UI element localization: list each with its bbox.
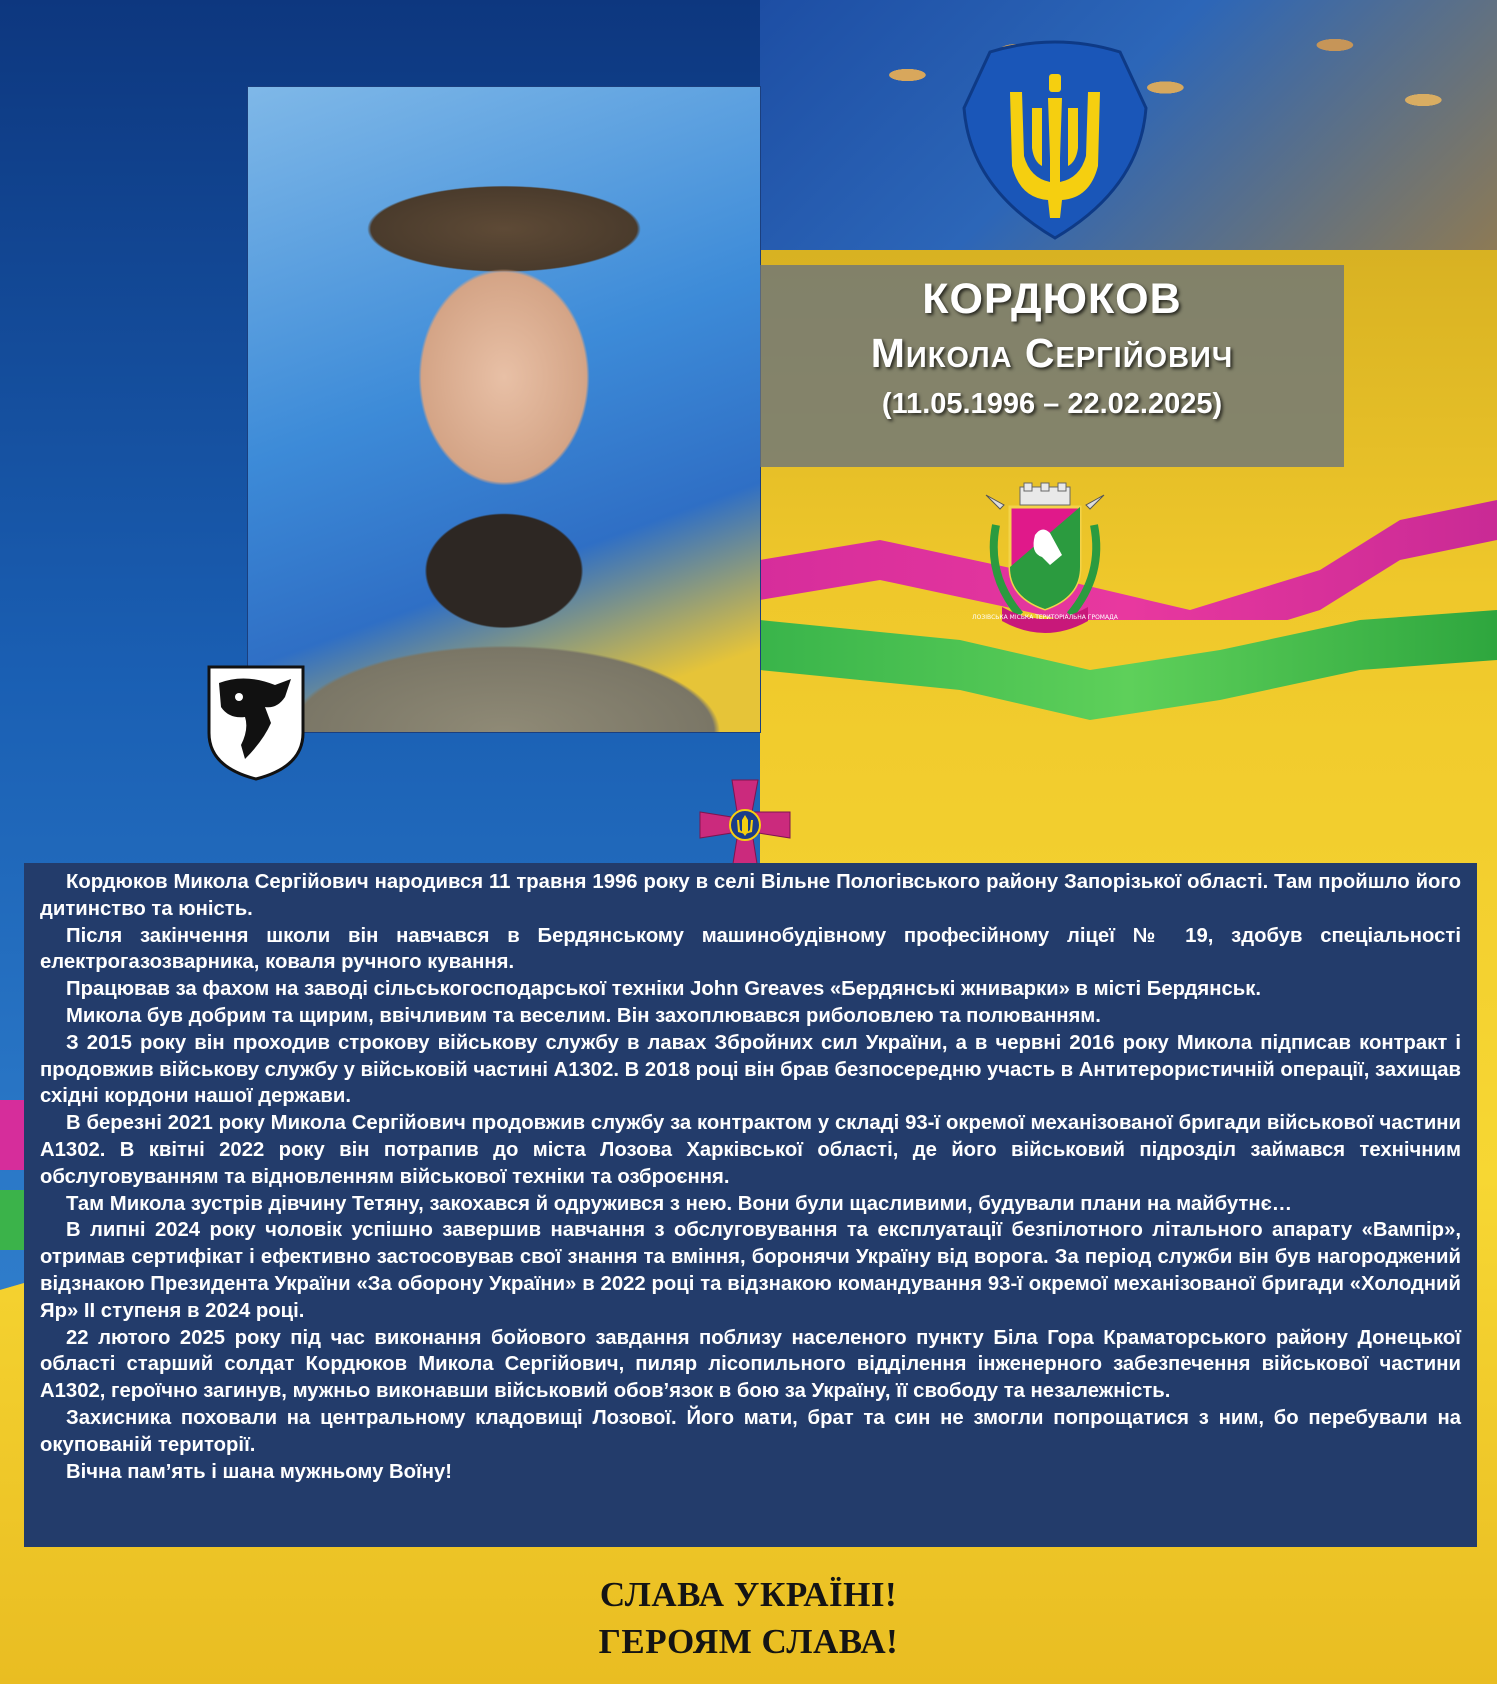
bio-paragraph-11: Вічна пам’ять і шана мужньому Воїну! [66, 1460, 453, 1483]
bio-paragraph-10: Захисника поховали на центральному кладовищі Лозової. Його мати, брат та син не змогли попрощатися з ним, бо перебували на окупованій території. [40, 1406, 1461, 1456]
given-names: Микола Сергійович [870, 330, 1234, 376]
tryzub-shield-icon [950, 38, 1160, 243]
bio-paragraph-3: Працював за фахом на заводі сільськогосподарської техніки John Greaves «Бердянські жниварки» в місті Бердянськ. [66, 978, 1261, 1001]
bio-paragraph-9: 22 лютого 2025 року під час виконання бойового завдання поблизу населеного пункту Біла Гора Краматорського району Донецької області старший солдат Кордюков Микола Сергійович, пиляр лісопильного відділення інженерного забезпечення військової частини А1302, героїчно загинув, мужньо виконавши військовий обов’язок в бою за Україну, її свободу та незалежність. [40, 1326, 1461, 1403]
unit-badge [205, 663, 307, 781]
slogan-glory-heroes: ГЕРОЯМ СЛАВА! [598, 1622, 899, 1661]
life-dates: (11.05.1996 – 22.02.2025) [881, 388, 1223, 420]
bio-paragraph-4: Микола був добрим та щирим, ввічливим та веселим. Він захоплювався риболовлею та полюванням. [66, 1004, 1101, 1027]
portrait-photo [247, 86, 761, 733]
city-coa-text: ЛОЗІВСЬКА МІСЬКА ТЕРИТОРІАЛЬНА ГРОМАДА [972, 614, 1118, 621]
armed-forces-cross-icon [698, 778, 792, 872]
biography-box [24, 863, 1477, 1547]
slogan-glory-ukraine: СЛАВА УКРАЇНІ! [599, 1575, 898, 1614]
bio-paragraph-5: З 2015 року він проходив строкову військову службу в лавах Збройних сил України, а в червні 2016 року Микола підписав контракт і продовжив військову службу у військовій частині А1302. В 2018 році він брав безпосередню участь в Антитерористичній операції, захищав східні кордони нашої держави. [40, 1031, 1461, 1108]
lozova-city-coat-of-arms-icon [972, 485, 1118, 635]
eagle-head-unit-badge-icon [205, 663, 307, 781]
bio-paragraph-8: В липні 2024 року чоловік успішно завершив навчання з обслуговування та експлуатації безпілотного літального апарату «Вампір», отримав сертифікат і ефективно застосовував свої знання та вміння, боронячи Україну від ворога. За період служби він був нагороджений відзнакою Президента України «За оборону України» в 2022 році та відзнакою командування 93-ї окремої механізованої бригади «Холодний Яр» ІІ ступеня в 2024 році. [40, 1219, 1461, 1322]
surname: КОРДЮКОВ [922, 275, 1182, 323]
bio-paragraph-6: В березні 2021 року Микола Сергійович продовжив службу за контрактом у складі 93-ї окремої механізованої бригади військової частини А1302. В квітні 2022 року він потрапив до міста Лозова Харківської області, де його військовий підрозділ займався технічним обслуговуванням та відновленням військової техніки та озброєння. [40, 1112, 1461, 1188]
bio-paragraph-1: Кордюков Микола Сергійович народився 11 травня 1996 року в селі Вільне Пологівського району Запорізької області. Там пройшло його дитинство та юність. [40, 871, 1461, 920]
bio-paragraph-2: Після закінчення школи він навчався в Бердянському машинобудівному професійному ліцеї № 19, здобув спеціальності електрогазозварника, коваля ручного кування. [40, 924, 1461, 974]
bio-paragraph-7: Там Микола зустрів дівчину Тетяну, закохався й одружився з нею. Вони були щасливими, будували плани на майбутнє… [66, 1192, 1293, 1215]
